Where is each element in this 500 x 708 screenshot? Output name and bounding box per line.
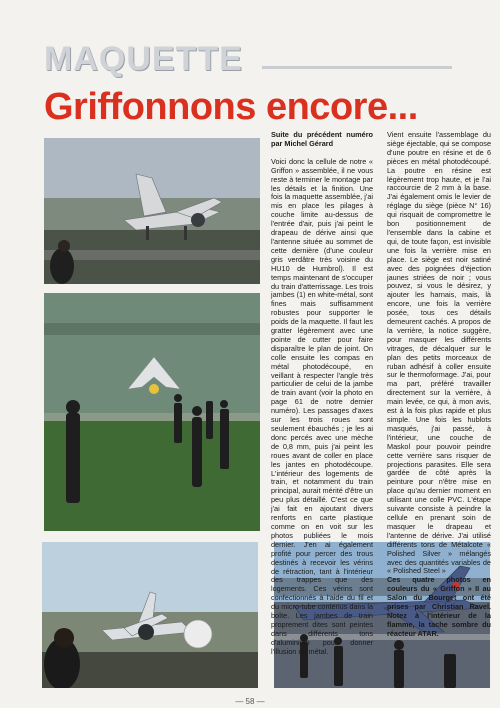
page-number: — 58 — — [235, 697, 265, 706]
article-column-2 — [387, 131, 491, 639]
photo-caption: Ces quatre photos en couleurs du « Griffon » II au Salon du Bourget ont été prises par Christian Ravel. Notez à l'intérieur de la flamme, la tache sombre du réacteur ATAR. — [387, 575, 491, 638]
article-body-col2: Vient ensuite l'assemblage du siège éjectable, qui se compose d'une poutre en résine et de 6 pièces en métal photodécoupé. La poutre en résine est légèrement trop haute, et je l'ai raccourcie de 2 mm à la base. J'ai également omis le levier de réglage du siège (pièce N° 16) qui risquait de compromettre le bon positionnement de l'ensemble dans la cabine et qui, de toute façon, est invisible une fois la verrière mise en place. Le siège est noir satiné avec des poignées d'éjection jaunes striées de noir ; vous pouvez, si vous le désirez, y ajouter les harnais, mais, là encore, une fois la verrière posée, tous ces détails demeurent cachés. A propos de la verrière, la notice suggère, pour masquer les différents vitrages, de décalquer sur le plan des petits morceaux de ruban adhésif à coller ensuite sur le thermoformage. J'ai, pour ma part, préféré travailler directement sur la verrière, à main levée, ce qui, à mon avis, est à la fois plus rapide et plus simple. Une fois les hublots masqués, j'ai passé, à l'intérieur, une couche de Maskol pour pouvoir peindre cette verrière sans risquer de projections parasites. Elle sera gardée de côté après la peinture pour n'être mise en place qu'au dernier moment en utilisant une colle PVC. L'étape suivante consiste à peindre la cellule en prenant soin de masquer le drapeau et l'antenne de dérive. J'ai utilisé différents tons de Métalcote « Polished Silver » mélangés avec des quantités variables de « Polished Steel » — [387, 130, 491, 576]
article-body-col1: Voici donc la cellule de notre « Griffon » assemblée, il ne vous reste à terminer le montage par les détails et la finition. Une fois la maquette assemblée, j'ai mis en place les pilages à couche limite au-dessus de l'entrée d'air, puis j'ai peint le drapeau de dérive ainsi que l'antenne située au sommet de cette dernière (d'une couleur gris verdâtre très voisine du HU10 de Humbrol). Il est temps maintenant de s'occuper du train d'atterrissage. Les trois jambes (1) en white-métal, sont fines mais suffisamment robustes pour supporter le poids de la maquette. Il faut les gratter légèrement avec une pointe de cutter pour faire disparaître le plan de joint. On colle ensuite les compas en métal photodécoupé, en veillant à respecter l'angle très particulier de celui de la jambe de train avant (voir la photo en page 61 de notre dernier numéro). Les passages d'axes sur les trois roues sont seulement ébauchés ; je les ai donc percés avec une mèche de 0,8 mm, puis j'ai peint les roues avant de coller en place les jantes en photodécoupe. L'intérieur des logements de train, et notamment du train principal, aurait mérité d'être un peu plus détaillé. C'est ce que j'ai fait en ajoutant divers renforts en carte plastique comme on en voit sur les photos publiées le mois dernier. J'en ai également profité pour percer des trous destinés à recevoir les vérins de rétraction, tant à l'intérieur des trappes que des logements. Ces vérins sont confectionnés à l'aide du fil et du micro-tube contenus dans la boîte. Les jambes de train proprement dites sont peintes dans différents tons d'aluminium pour donner l'illusion du métal. — [271, 156, 373, 656]
photo-griffon-parachute — [42, 542, 258, 688]
kicker-rule — [262, 66, 452, 69]
article-intro: Suite du précédent numéro par Michel Gérard — [271, 130, 373, 148]
photo-griffon-runway — [44, 138, 260, 284]
section-kicker: MAQUETTE — [44, 40, 243, 78]
article-headline: Griffonnons encore... — [44, 86, 418, 128]
article-column-1 — [271, 131, 373, 657]
photo-griffon-flyby — [44, 293, 260, 531]
